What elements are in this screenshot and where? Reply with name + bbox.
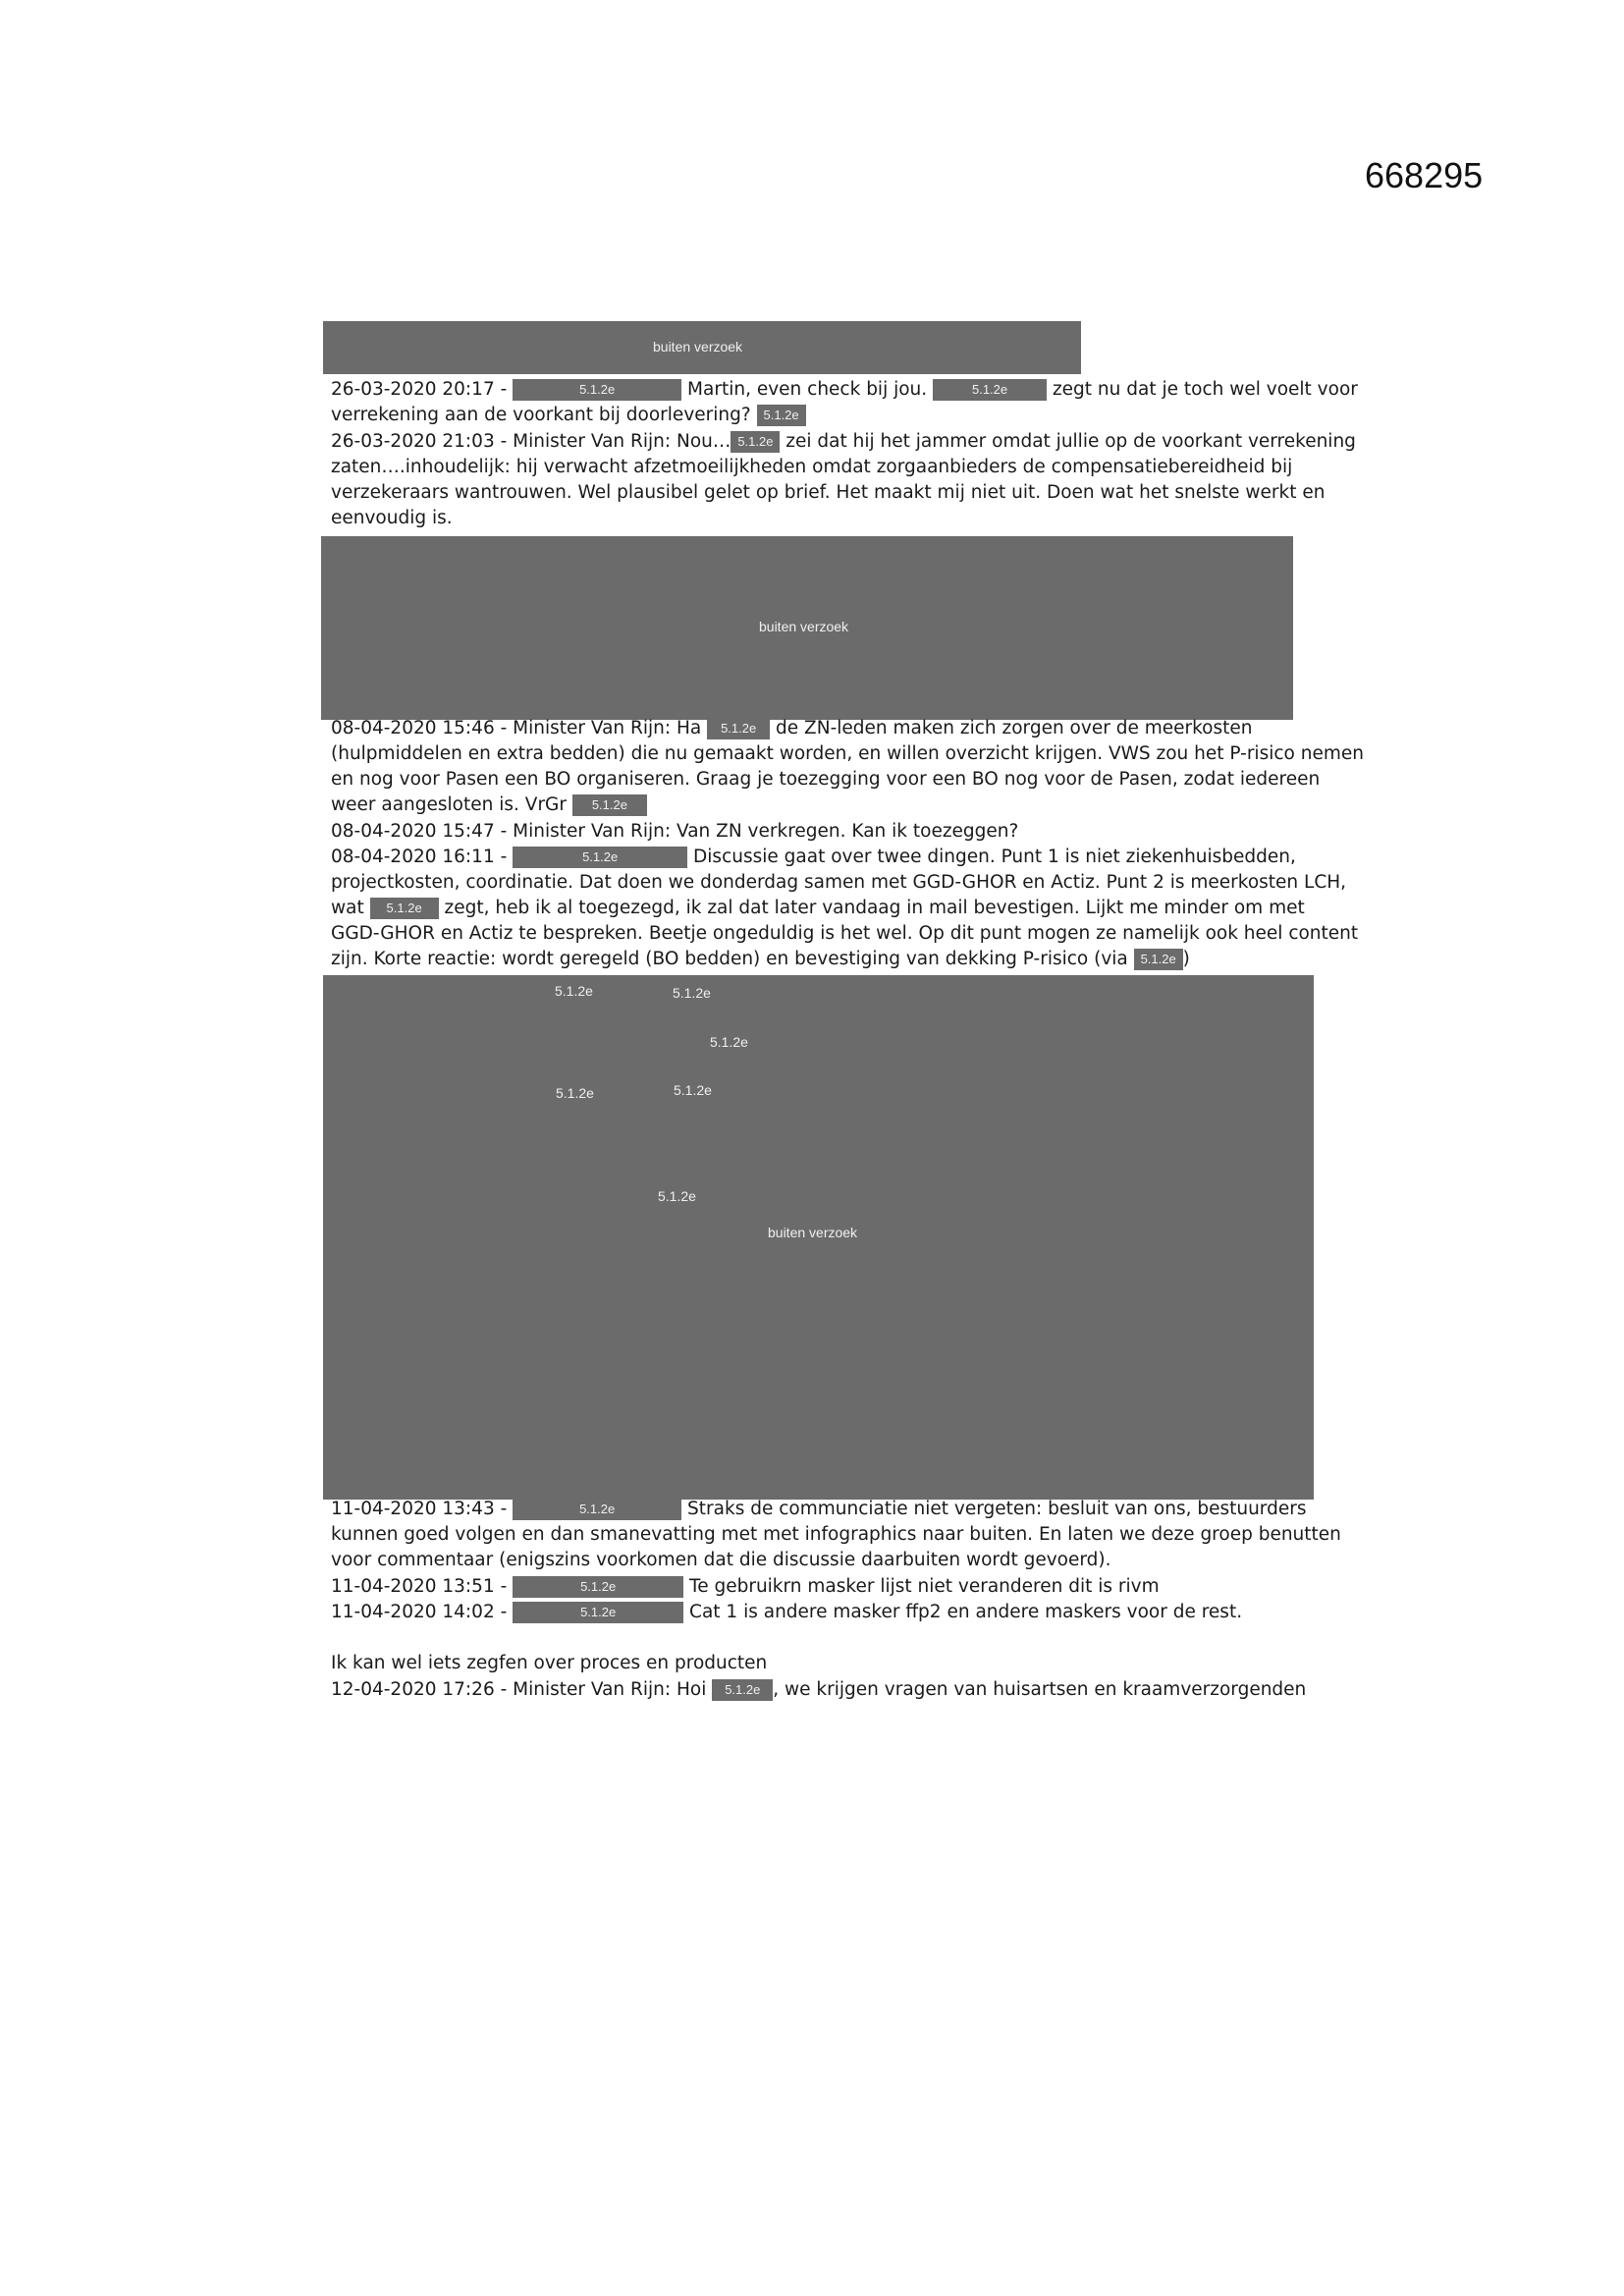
redaction-code-label: 5.1.2e bbox=[673, 985, 711, 1001]
redaction-block bbox=[323, 321, 1081, 374]
redaction-code: 5.1.2e bbox=[1134, 949, 1183, 970]
redaction-code-label: 5.1.2e bbox=[674, 1082, 712, 1098]
redaction-label: buiten verzoek bbox=[768, 1225, 858, 1240]
message-line: 26-03-2020 21:03 - Minister Van Rijn: Nou… 5.1.2e zei dat hij het jammer omdat jullie op de voorkant verrekening bbox=[331, 431, 1356, 452]
redaction-code: 5.1.2e bbox=[933, 379, 1047, 401]
redaction-code: 5.1.2e bbox=[513, 379, 681, 401]
message-line: weer aangesloten is. VrGr 5.1.2e bbox=[331, 793, 647, 818]
message-line: en nog voor Pasen een BO organiseren. Graag je toezegging voor een BO nog voor de Pasen, zodat iedereen bbox=[331, 769, 1321, 790]
document-number: 668295 bbox=[1365, 155, 1484, 195]
redaction-code: 5.1.2e bbox=[572, 794, 647, 816]
message-line: 11-04-2020 13:43 - 5.1.2e Straks de communciatie niet vergeten: besluit van ons, bestuurders bbox=[331, 1499, 1307, 1519]
redaction-code: 5.1.2e bbox=[707, 718, 770, 739]
message-line: (hulpmiddelen en extra bedden) die nu gemaakt worden, en willen overzicht krijgen. VWS zou het P-risico nemen bbox=[331, 743, 1364, 764]
message-line: zijn. Korte reactie: wordt geregeld (BO bedden) en bevestiging van dekking P-risico (via 5.1.2e ) bbox=[331, 949, 1190, 969]
redaction-label: buiten verzoek bbox=[759, 619, 849, 634]
redaction-code: 5.1.2e bbox=[513, 847, 687, 868]
redaction-code-label: 5.1.2e bbox=[556, 1085, 594, 1101]
message-line: GGD-GHOR en Actiz te bespreken. Beetje ongeduldig is het wel. Op dit punt mogen ze namelijk ook heel content bbox=[331, 923, 1359, 944]
redaction-code: 5.1.2e bbox=[712, 1679, 773, 1701]
message-line: 12-04-2020 17:26 - Minister Van Rijn: Hoi 5.1.2e , we krijgen vragen van huisartsen en kraamverzorgenden bbox=[331, 1679, 1307, 1700]
message-line: 08-04-2020 15:46 - Minister Van Rijn: Ha 5.1.2e de ZN-leden maken zich zorgen over de meerkosten bbox=[331, 718, 1253, 738]
message-line: 11-04-2020 13:51 - 5.1.2e Te gebruikrn masker lijst niet veranderen dit is rivm bbox=[331, 1576, 1160, 1597]
redaction-code: 5.1.2e bbox=[757, 405, 806, 426]
redaction-code-label: 5.1.2e bbox=[658, 1188, 696, 1204]
redaction-label: buiten verzoek bbox=[653, 339, 743, 355]
message-line: Ik kan wel iets zegfen over proces en producten bbox=[331, 1653, 768, 1673]
message-line: 08-04-2020 16:11 - 5.1.2e Discussie gaat over twee dingen. Punt 1 is niet ziekenhuisbedden, bbox=[331, 847, 1296, 867]
message-line: wat 5.1.2e zegt, heb ik al toegezegd, ik zal dat later vandaag in mail bevestigen. Lijkt me minder om met bbox=[331, 898, 1305, 918]
message-line: zaten….inhoudelijk: hij verwacht afzetmoeilijkheden omdat zorgaanbieders de compensatiebereidheid bij bbox=[331, 457, 1293, 477]
redaction-block bbox=[321, 536, 1293, 720]
redaction-code: 5.1.2e bbox=[513, 1576, 683, 1598]
redaction-block bbox=[323, 975, 1314, 1500]
message-line: 26-03-2020 20:17 - 5.1.2e Martin, even check bij jou. 5.1.2e zegt nu dat je toch wel voelt voor bbox=[331, 379, 1358, 400]
message-line: voor commentaar (enigszins voorkomen dat die discussie daarbuiten wordt gevoerd). bbox=[331, 1550, 1111, 1570]
message-line: 08-04-2020 15:47 - Minister Van Rijn: Van ZN verkregen. Kan ik toezeggen? bbox=[331, 821, 1019, 842]
message-line: verrekening aan de voorkant bij doorlevering? 5.1.2e bbox=[331, 403, 806, 428]
redaction-code: 5.1.2e bbox=[370, 898, 439, 919]
redaction-code: 5.1.2e bbox=[731, 431, 780, 453]
redaction-code: 5.1.2e bbox=[513, 1499, 681, 1520]
message-line: eenvoudig is. bbox=[331, 508, 453, 528]
message-line: kunnen goed volgen en dan smanevatting met met infographics naar buiten. En laten we deze groep benutten bbox=[331, 1524, 1341, 1545]
message-line: verzekeraars wantrouwen. Wel plausibel gelet op brief. Het maakt mij niet uit. Doen wat het snelste werkt en bbox=[331, 482, 1326, 503]
redaction-code-label: 5.1.2e bbox=[710, 1034, 748, 1050]
redaction-code: 5.1.2e bbox=[513, 1602, 683, 1623]
message-line: projectkosten, coordinatie. Dat doen we donderdag samen met GGD-GHOR en Actiz. Punt 2 is meerkosten LCH, bbox=[331, 872, 1347, 893]
redaction-code-label: 5.1.2e bbox=[555, 983, 593, 999]
message-line: 11-04-2020 14:02 - 5.1.2e Cat 1 is andere masker ffp2 en andere maskers voor de rest. bbox=[331, 1602, 1243, 1622]
